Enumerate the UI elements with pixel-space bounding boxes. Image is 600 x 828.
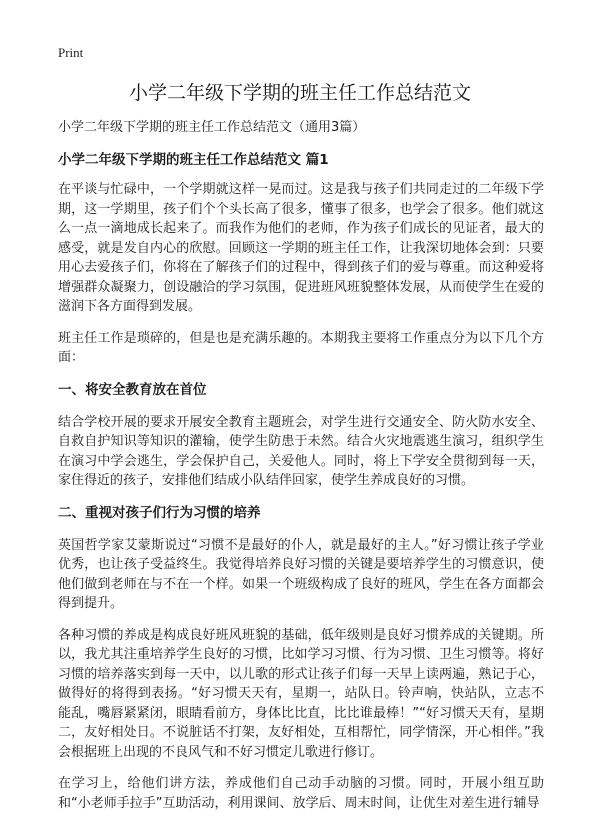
document-subtitle: 小学二年级下学期的班主任工作总结范文（通用3篇）	[58, 120, 366, 135]
section-heading-habits: 二、重视对孩子们行为习惯的培养	[58, 504, 261, 521]
paragraph-habits-1: 英国哲学家艾蒙斯说过“习惯不是最好的仆人，就是最好的主人。”好习惯让孩子学业优秀，也让孩子受益终生。我觉得培养良好习惯的关键是要培养学生的习惯意识，使他们做到老师在与不在一个样。如果一个班级构成了良好的班风，学生在各方面都会得到提升。	[58, 537, 544, 611]
paragraph-habits-3: 在学习上，给他们讲方法，养成他们自己动手动脑的习惯。同时，开展小组互助和“小老师手拉手”互助活动，利用课间、放学后、周末时间，让优生对差生进行辅导	[58, 776, 544, 811]
section-heading-safety: 一、将安全教育放在首位	[58, 381, 207, 398]
paragraph-safety: 结合学校开展的要求开展安全教育主题班会，对学生进行交通安全、防火防水安全、自救自护知识等知识的灌输，使学生防患于未然。结合火灾地震逃生演习，组织学生在演习中学会逃生，学会保护自己，关爱他人。同时，将上下学安全贯彻到每一天，家住得近的孩子，安排他们结成小队结伴回家，使学生养成良好的习惯。	[58, 414, 544, 488]
document-body	[58, 118, 544, 825]
print-link[interactable]: Print	[58, 45, 84, 60]
paragraph-habits-2: 各种习惯的养成是构成良好班风班貌的基础，低年级则是良好习惯养成的关键期。所以，我尤其注重培养学生良好的习惯，比如学习习惯、行为习惯、卫生习惯等。将好习惯的培养落实到每一天中，以儿歌的形式让孩子们每一天早上读两遍，熟记于心，做得好的将得到表扬。“好习惯天天有，星期一，站队日。铃声响，快站队，立志不能乱，嘴唇紧紧闭，眼睛看前方，身体比比直，比比谁最棒！”“好习惯天天有，星期二，友好相处日。不说脏话不打架，友好相处，互相帮忙，同学情深，开心相伴。”我会根据班上出现的不良风气和不好习惯定儿歌进行修订。	[58, 627, 544, 760]
paragraph-intro-2: 班主任工作是琐碎的，但是也是充满乐趣的。本期我主要将工作重点分为以下几个方面：	[58, 330, 544, 365]
article-heading: 小学二年级下学期的班主任工作总结范文 篇1	[58, 152, 329, 168]
page-title: 小学二年级下学期的班主任工作总结范文	[128, 82, 471, 104]
paragraph-intro-1: 在平谈与忙碌中，一个学期就这样一晃而过。这是我与孩子们共同走过的二年级下学期，这一学期里，孩子们个个头长高了很多，懂事了很多，也学会了很多。他们就这么一点一滴地成长起来了。而我作为他们的老师，作为孩子们成长的见证者，最大的感受，就是发自内心的欣慰。回顾这一学期的班主任工作，让我深切地体会到：只要用心去爱孩子们，你将在了解孩子们的过程中，得到孩子们的爱与尊重。而这种爱将增强群众凝聚力，创设融洽的学习氛围，促进班风班貌整体发展，从而使学生在爱的滋润下各方面得到发展。	[58, 182, 544, 314]
